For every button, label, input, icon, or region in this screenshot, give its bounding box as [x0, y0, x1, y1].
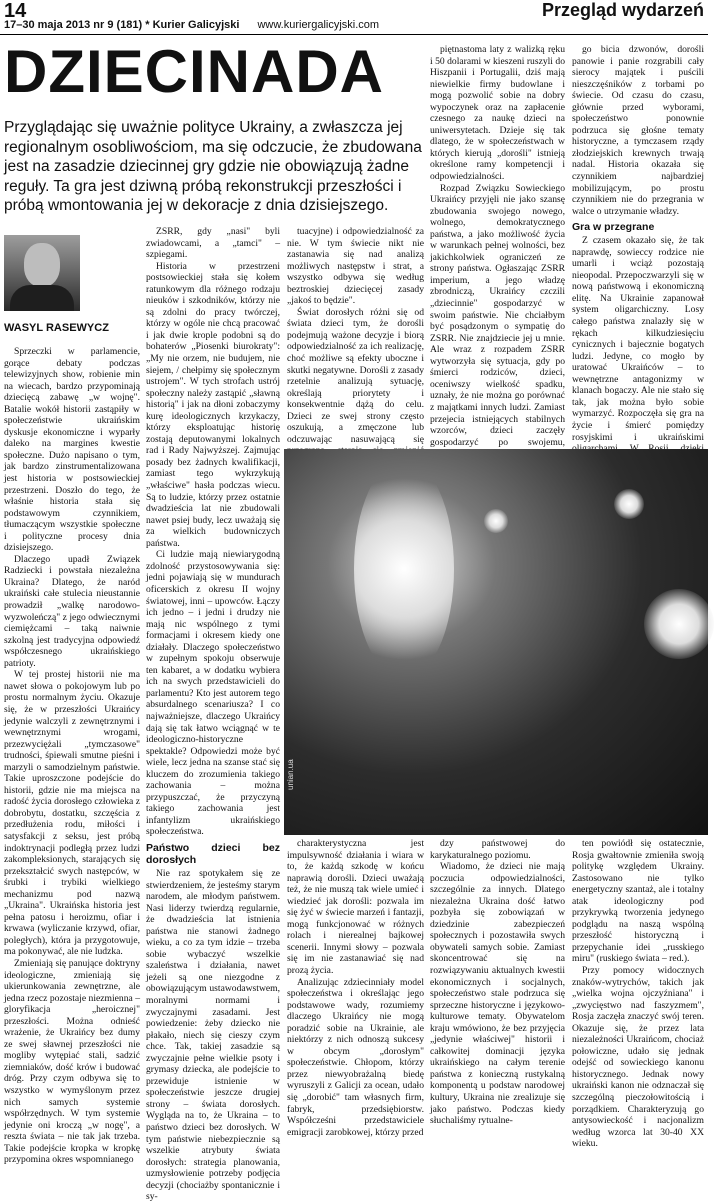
- paragraph: Zmieniają się panujące doktryny ideologiczne, zmieniają się ukierunkowania zewnętrzne, ale jedna rzecz pozostaje niezmienna – gloryfikacja „heroicznej" przeszłości. Można odnieść wrażenie, że Ukraińcy bez dumy ze swej sławnej przeszłości nie mogliby wytępiać stali, sadzić ziemniaków, dość krów i budować dróg. Przy czym odbywa się to wszystko w wymyślonym przez nich samych systemie współrzędnych. W tym systemie jedynie oni kroczą „w nogę", a reszta świata – nie tak jak trzeba. Takie podejście kropka w kropkę przypomina okres wspomnianego: [4, 957, 140, 1166]
- paragraph: W tej prostej historii nie ma nawet słowa o pokojowym lub po prostu normalnym życiu. Okazuje się, że w przeszłości Ukraińcy jedynie walczyli z zewnętrznymi i wewnętrznymi wrogami, przezwyciężali „tymczasowe" trudności, śpiewali smutne pieśni i marzyli o samodzielnym państwie. Takie uproszczone podejście do historii, gdzie nie ma miejsca na radość życia dorosłego człowieka z dobrobytu, dostatku, szczęścia z przedłużenia rodu, miłości i satysfakcji z seksu, jest próbą indoktrynacji podległą przez ludzi zakompleksionych, starających się przekształcić swych następców, w śrubki i trybiki wielkiego mechanizmu pod nazwą „Ukraina". Ukraińska historia jest pełna patosu i heroizmu, ofiar i krwawa (wyliczanie krzywd, ofiar, poległych), która ja przygotowuje, ma pokonywać, ale nie ludzka.: [4, 669, 140, 958]
- column-5b: [572, 838, 704, 1150]
- paragraph: Z czasem okazało się, że tak naprawdę, sowieccy rodzice nie umarli i wciąż pozostają nieopodal. Przepoczwarzyli się w nową państwową i ekonomiczną elitę. Na Ukrainie zapanował system oligarchiczny. Losy całego państwa znalazły się w rękach kilkudziesięciu cynicznych i bajecznie bogatych ludzi. Jedyne, co mogło by uratować Ukraińców – to wewnętrzne antagonizmy w klanach bogaczy. Ale nie stało się tak, jak można było sobie wymarzyć. Rozpoczęła się gra na życie i śmierć pomiędzy rosyjskimi i ukraińskimi: [572, 235, 704, 443]
- paragraph: ten powiódł się ostatecznie, Rosja gwałtownie zmieniła swoją politykę względem Ukrainy. Zastosowano nie tylko energetyczny szantaż, ale i totalny atak ideologiczny pod przykrywką tworzenia jedynego podglądu na naszą wspólną przeszłość historyczną i przepychanie idei „russkiego miru" (ruskiego świata – red.).: [572, 838, 704, 965]
- paragraph: dzy państwowej do karykaturalnego poziomu.: [430, 838, 565, 861]
- column-3: [287, 226, 424, 446]
- column-1: [4, 346, 140, 1166]
- torch-flame: [614, 489, 644, 519]
- paragraph: go bicia dzwonów, dorośli panowie i panie rozgrabili cały sierocy majątek i puścili nieszczęśników z torbami po świecie. Od czasu do czasu, głównie przed wyborami, społeczeństwo ponownie podrzuca się głośne tematy historyczne, a tymczasem rządy złodziejskich krewnych trwają nadal. Historia okazała się czynnikiem najbardziej mobilizującym, po prostu czynnikiem nie do przegrania w walce o utrzymanie władzy.: [572, 44, 704, 217]
- website-link[interactable]: www.kuriergalicyjski.com: [257, 19, 380, 31]
- paragraph: tuacyjne) i odpowiedzialność za nie. W tym świecie nikt nie zastanawia się nad analizą możliwych następstw i strat, a wszystko odbywa się według beztroskiej dziecięcej zasady „jakoś to będzie".: [287, 226, 424, 307]
- article-lead: Przyglądając się uważnie polityce Ukrainy, a zwłaszcza jej regionalnym osobliwościom, ma się odczucie, że zbudowana jest na zasadzie dziecinnej gry gdzie nie obowiązują żadne reguły. Ta gra jest dziwną próbą rekonstrukcji przeszłości i próbą wmontowania jej w dekoracje z dnia dzisiejszego.: [4, 119, 422, 214]
- paragraph: Nie raz spotykałem się ze stwierdzeniem, że jesteśmy starym narodem, ale młodym państwem. Nasi liderzy twierdzą regularnie, że dwadzieścia lat istnienia państwa nie stanowi żadnego wieku, a co za tym idzie – trzeba sobie wybaczyć wszelkie szaleństwa i działania, nawet jeżeli są one niezgodne z obowiązującym ustawodawstwem, moralnymi normami i zwyczajnymi zasadami. Jest powiedzenie: żeby dziecko nie płakało, niech się cieszy czym chce. Tak, takiej zasadzie są zwyczajnie pełne wielkie psoty i grymasy dziecka, ale podejście to przewiduje istnienie w społeczeństwie jeszcze drugiej strony – świata dorosłych. Wygląda na to, że Ukraina – to państwo dzieci bez dorosłych. W tym państwie niebezpiecznie są wszelkie atrybuty świata dorosłych: strategia planowania, uzmysłowienie potrzeby podjęcia decyzji (chociażby spontanicznie i sy-: [146, 867, 280, 1203]
- issue-line: [4, 19, 379, 31]
- torch-flame: [644, 589, 714, 659]
- author-photo: [4, 235, 80, 311]
- column-3b: [287, 838, 424, 1138]
- author-name: WASYL RASEWYCZ: [4, 322, 109, 334]
- column-4b: [430, 838, 565, 1127]
- article-headline: DZIECINADA: [4, 38, 384, 105]
- paragraph: Wiadomo, że dzieci nie mają poczucia odpowiedzialności, szczególnie za innych. Dlatego niezależna Ukraina dość łatwo pozbyła się zobowiązań w dziedzinie zabezpieczeń społecznych i pozostawiła swych obywateli samych sobie. Zamiast skoncentrować się na rozwiązywaniu aktualnych kwestii ekonomicznych i socjalnych, społeczeństwo stale podrzuca się sprzeczne historyczne i językowo-kulturowe tematy. Obywatelom kraju wmówiono, że bez przyjęcia „jedynie właściwej" historii i całkowitej dominacji języka ukraińskiego na całym terenie państwa z konieczną rustykalną komponentą u podstaw narodowej kultury, Ukraina nie zrealizuje się jako państwo. Podczas kiedy słuchaliśmy rytualne-: [430, 861, 565, 1127]
- subheading: Gra w przegrane: [572, 221, 655, 234]
- paragraph: Dlaczego upadł Związek Radziecki i powstała niezależna Ukraina? Dlatego, że naród ukraiński całe stulecia nieustannie prowadził „walkę narodowo-wyzwoleńczą" z jego odwiecznymi ciemiężcami – taką naiwnie szkolną jest tradycyjna odpowiedź współczesnego ukraińskiego patrioty.: [4, 553, 140, 669]
- page-number: 14: [4, 0, 27, 22]
- paragraph: Analizując zdziecinniały model społeczeństwa i określając jego podstawowe wady, rozumiemy dlaczego Ukraińcy nie mogą poradzić sobie na Ukrainie, ale niektórzy z nich odnoszą sukcesy w obcym „dorosłym" społeczeństwie. Chłopom, którzy przez niewyobrażalną biedę wyruszyli z Galicji za ocean, udało się „dorobić" tam własnych firm, fabryk, przedsiębiorstw. Współcześni przedstawiciele emigracji zarobkowej, którzy przed: [287, 976, 424, 1138]
- paragraph: Sprzeczki w parlamencie, gorące debaty podczas telewizyjnych show, robienie min na wiecach, bardzo przypominają dziecięcą zabawę „w wojnę". Batalie wokół historii zastąpiły w społeczeństwie ukraińskim dyskusje ekonomiczne i wyparły daleko na margines kwestie społeczne. Dużo napisano o tym, jak bardzo zinstrumentalizowana jest historia w postsowieckiej przestrzeni. Doszło do tego, że właśnie historia stała się podstawowym czynnikiem, tłumaczącym wszystkie społeczne i polityczne procesy dnia dzisiejszego.: [4, 346, 140, 554]
- subheading: Państwo dzieci bez dorosłych: [146, 841, 280, 866]
- paragraph: Ci ludzie mają niewiarygodną zdolność przystosowywania się: jedni pojawiają się w mundurach oficerskich z okresu II wojny światowej, inni – upowców. Łączy ich jedno – i jedni i drudzy nie mają nic wspólnego z tymi formacjami i okresem kiedy one działały. Dlaczego społeczeństwo w zupełnym spokoju obserwuje ten kabaret, a w dodatku wybiera ich na swych przedstawicieli do parlamentu? Kto jest autorem tego absurdalnego scenariusza? I co najważniejsze, dlaczego Ukraińcy dają się tak łatwo wciągnąć w te ideologiczno-historyczne spektakle? Odpowiedzi może być wiele, lecz jedna na szanse stać się kluczem do zrozumienia takiego zachowania – można przypuszczać, że przyczyną takiego zachowania jest infantylizm ukraińskiego społeczeństwa.: [146, 549, 280, 838]
- column-4: [430, 44, 565, 446]
- paragraph: Rozpad Związku Sowieckiego Ukraińcy przyjęli nie jako szansę zbudowania swojego nowego, wolnego, demokratycznego państwa, a jako możliwość życia w warunkach pełnej wolności, bez jakichkolwiek ograniczeń ze strony państwa. Ogłaszając ZSRR imperium, a jego władzę zbrodniczą, Ukraińcy czczili „dziecinnie" gospodarzyć w swoim państwie. Nie chciałbym być posądzonym o sympatię do ZSRR. Nie znajdziecie jej u mnie. Ale wraz z rozpadem ZSRR wytworzyła się sytuacja, gdy po śmierci rodziców, dzieci, oceniwszy wielkość spadku, uznały, że nie można go porównać z majątkami innych ludzi. Zamiast przejecia istniejących stabilnych wzorców, dzieci zaczęły gospodarzyć po swojemu,: [430, 182, 565, 448]
- paragraph: Historia w przestrzeni postsowieckiej stała się kołem ratunkowym dla różnego rodzaju nieuków i szkodników, którzy nie są zdolni do pracy twórczej, którzy w ogóle nie chcą pracować i jak dwie krople podobni są do bohaterów „Piosenki biurokraty": „My nie orzem, nie budujem, nie siejem, / chełpimy się społecznym ustrojem". W tych strofach ustrój społeczny należy zastąpić „sławną historią" i jak na dłoni zobaczymy kurę ideologicznych krzykaczy, którzy eksploatując historię zostają deputowanymi lokalnych rad i Rady Najwyższej. Zajmując posady bez żadnych kwalifikacji, zamiast tego wykrzykują „właściwe" hasła podczas wiecu. Są to ludzie, którzy przez ostatnie dwadzieścia lat nie zbudowali nawet psiej budy, lecz uważają się za wielkich budowniczych państwa.: [146, 260, 280, 549]
- issue-info: 17–30 maja 2013 nr 9 (181) * Kurier Galicyjski: [4, 19, 240, 31]
- paragraph: charakterystyczna jest impulsywność działania i wiara w to, że każdą szkodę w końcu naprawią dorośli. Dzieci uważają też, że nie muszą tak wiele umieć i wiedzieć jak dorośli: pozwala im się żyć w świecie marzeń i fantazji, mogą funkcjonować w różnych rolach i nierealnej bajkowej scenerii. Innymi słowy – pozwala się im nie zastanawiać się nad prozą życia.: [287, 838, 424, 977]
- torch-march-photo: [284, 449, 708, 835]
- torch-flame: [484, 509, 508, 533]
- paragraph: Świat dorosłych różni się od świata dzieci tym, że dorośli podejmują ważone decyzje i biorą odpowiedzialność za ich realizację, choć możliwe są efekty uboczne i skutki negatywne. Dorośli z zasady rzetelnie analizują sytuację, określają priorytety i konsekwentnie dążą do celu. Dzieci ze swej strony często oszukują, a zmęczone lub odczuwając nasuwającą się: [287, 306, 424, 445]
- paragraph: ZSRR, gdy „nasi" byli zwiadowcami, a „tamci" – szpiegami.: [146, 226, 280, 261]
- paragraph: Przy pomocy widocznych znaków-wytrychów, takich jak „wielka wojna ojczyźniana" i „zwycięstwo nad faszyzmem", Rosja zaczęła znaczyć swój teren. Okazuje się, że przez lata niezależności Ukraińcom, chociaż połowiczne, udało się jednak odejść od sowieckiego kanonu historycznego. Jednak nowy ukraiński kanon nie odznaczał się szczególną pieczołowitością i porządkiem. Charakteryzują go antysowieckość i nacjonalizm według wzorca lat 30-40 XX wieku.: [572, 965, 704, 1150]
- section-title: Przegląd wydarzeń: [541, 0, 704, 20]
- column-2: [146, 226, 280, 1203]
- paragraph: piętnastoma laty z walizką ręku i 50 dolarami w kieszeni ruszyli do Hiszpanii i Portugalii, dziś mają niewielkie firmy budowlane i mogą pozwolić sobie na dobry wypoczynek oraz na zapłacenie czesnego za naukę dzieci na uniwersytetach. Dzieje się tak dlatego, że w społeczeństwach w których kierują „dorośli" istnieją określone ramy kompetencji i odpowiedzialności.: [430, 44, 565, 183]
- page-header: [0, 0, 708, 35]
- photo-credit: unian.ua: [286, 759, 295, 790]
- column-5: [572, 44, 704, 446]
- torch-flame: [354, 459, 454, 679]
